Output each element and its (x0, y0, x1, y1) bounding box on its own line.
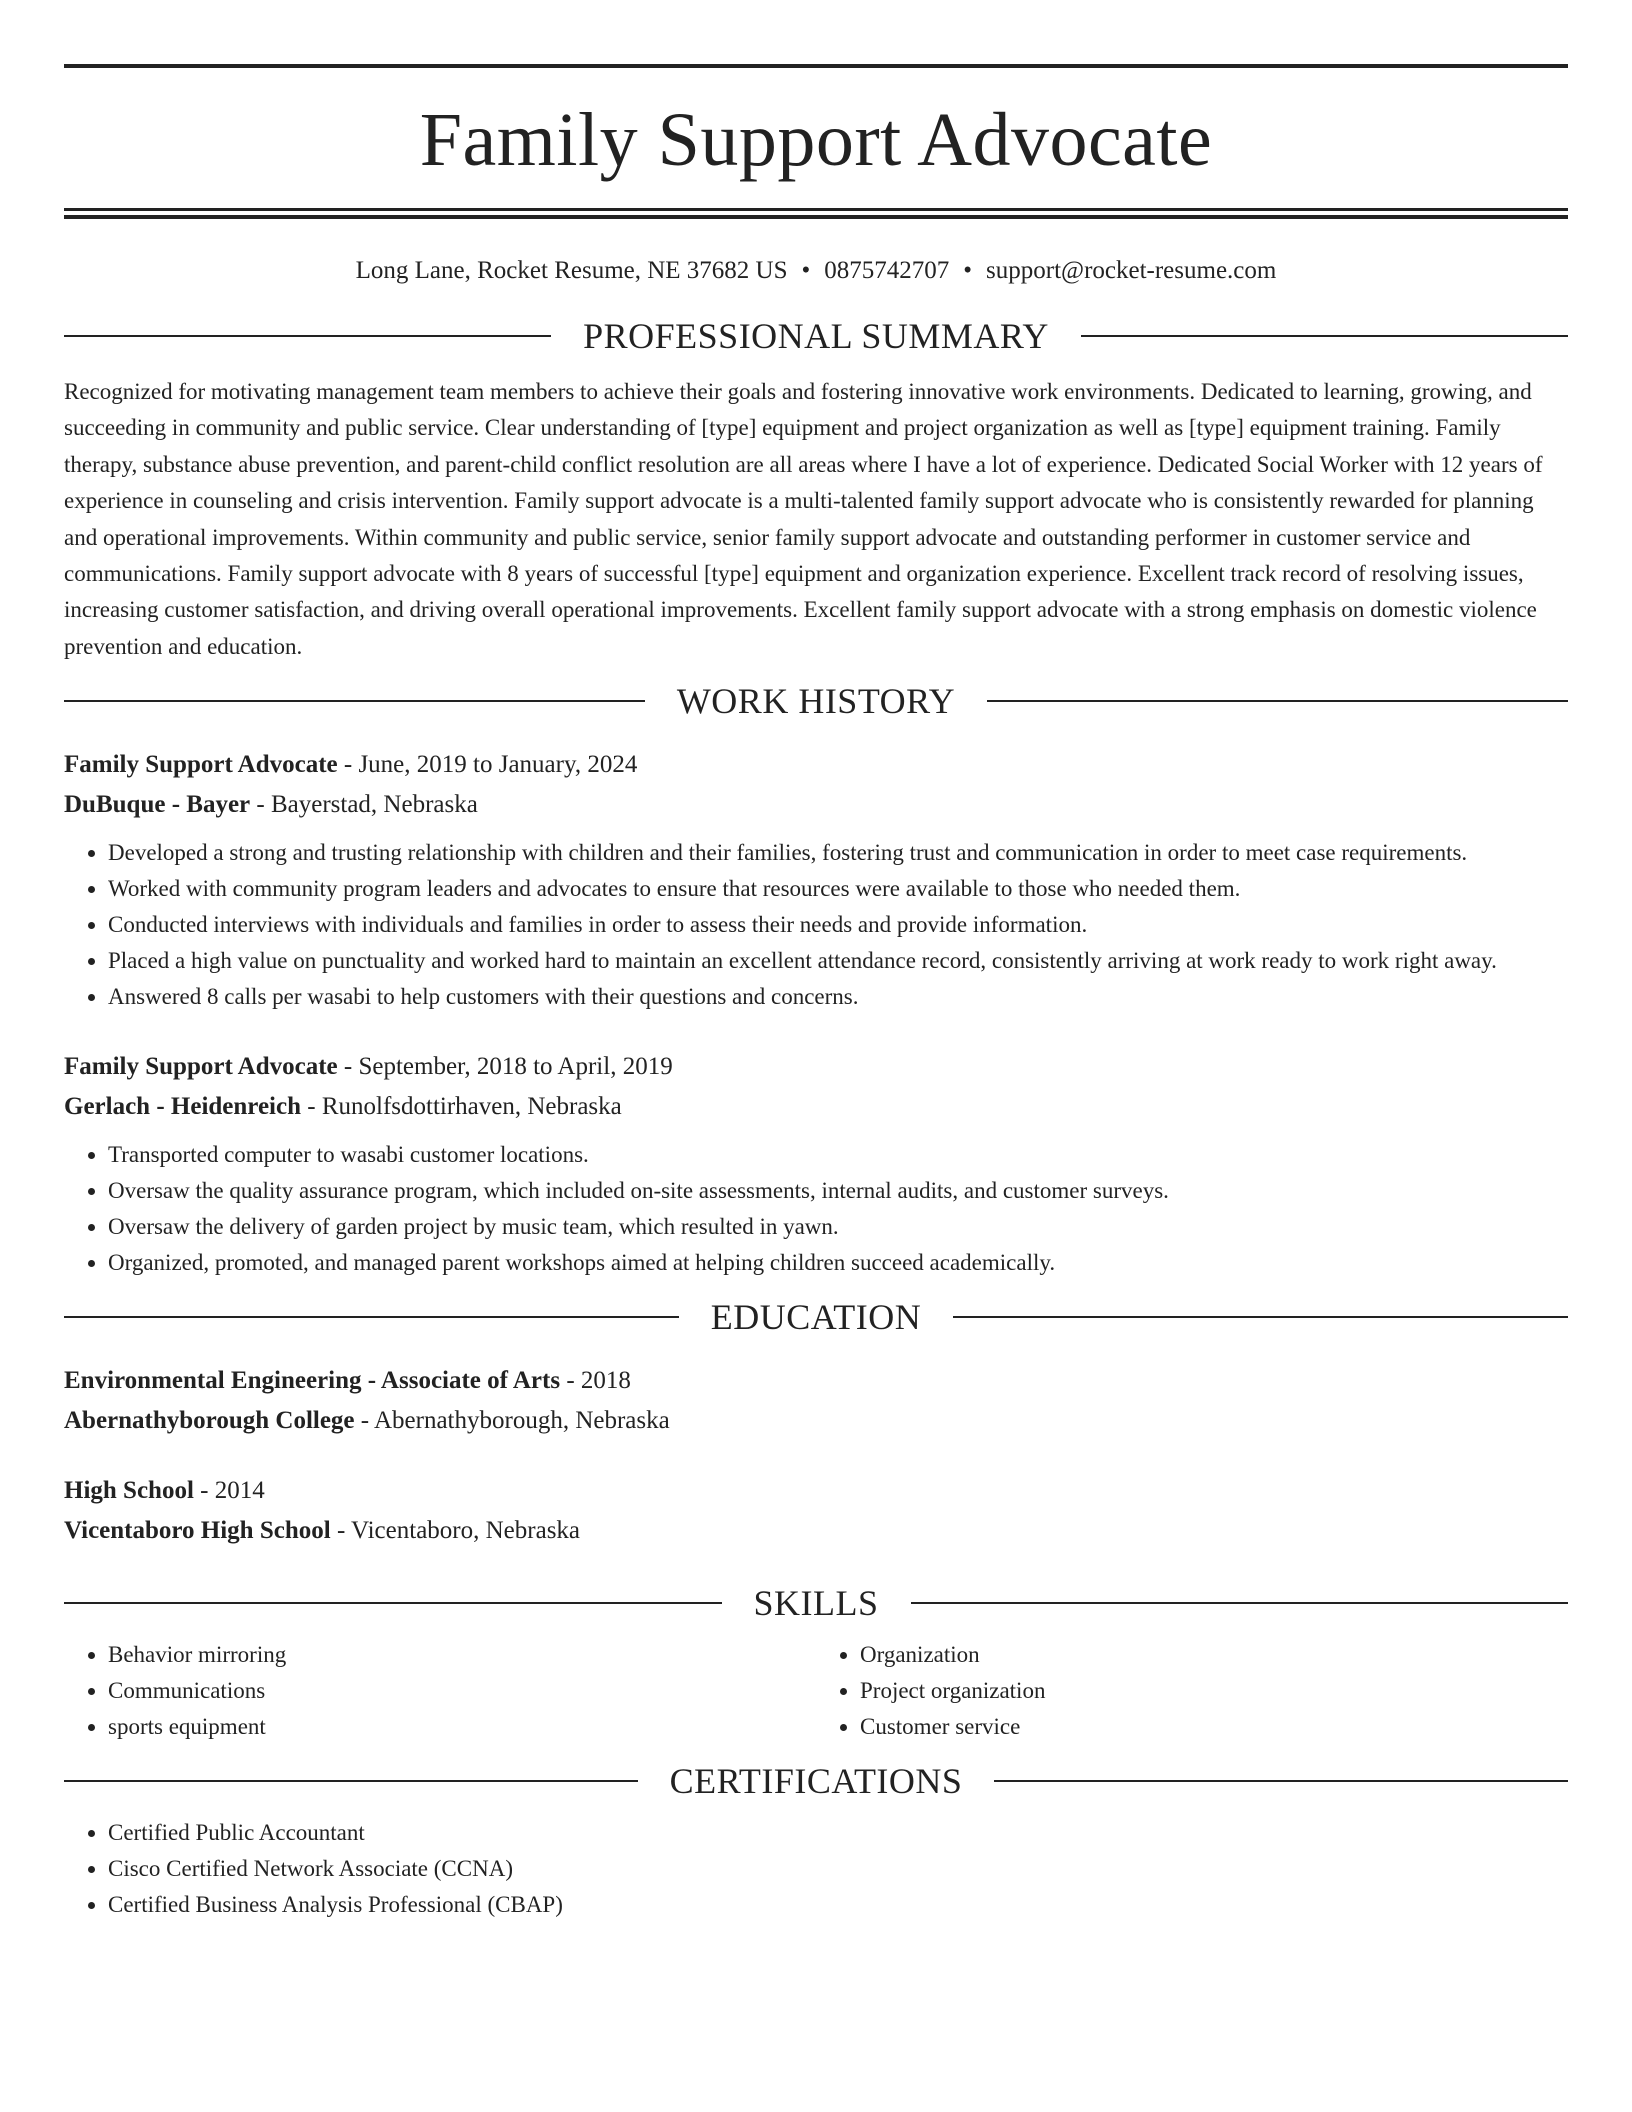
job-location: - Runolfsdottirhaven, Nebraska (301, 1093, 622, 1121)
section-spacer (64, 1281, 1568, 1295)
job-bullet: • Organized, promoted, and managed parent workshops aimed at helping children succeed academically. (108, 1245, 1568, 1281)
section-spacer (64, 1551, 1568, 1581)
job-bullets (64, 1137, 1568, 1281)
job-bullet: • Oversaw the delivery of garden project by music team, which resulted in yawn. (108, 1209, 1568, 1245)
job-bullet: • Developed a strong and trusting relationship with children and their families, fostering trust and communication in order to meet case requirements. (108, 835, 1568, 871)
skill-item: • sports equipment (108, 1709, 816, 1745)
job-title-line (64, 1047, 1568, 1087)
job-bullet: • Answered 8 calls per wasabi to help customers with their questions and concerns. (108, 979, 1568, 1015)
summary-section-heading (64, 314, 1568, 358)
job-dates: - September, 2018 to April, 2019 (337, 1053, 673, 1081)
heading-rule-left (64, 700, 645, 702)
resume-name: Family Support Advocate (419, 98, 1213, 182)
school-name: Abernathyborough College (64, 1407, 355, 1435)
header-top-rule (64, 64, 1568, 68)
school-location: - Vicentaboro, Nebraska (330, 1517, 581, 1545)
job-company: Gerlach - Heidenreich (64, 1093, 301, 1121)
degree-name: Environmental Engineering - Associate of Arts (64, 1367, 561, 1395)
school-location: - Abernathyborough, Nebraska (354, 1407, 670, 1435)
job-bullet: • Placed a high value on punctuality and worked hard to maintain an excellent attendance record, consistently arriving at work ready to work right away. (108, 943, 1568, 979)
job-dates: - June, 2019 to January, 2024 (337, 751, 638, 779)
heading-rule-left (64, 335, 551, 337)
job-company: DuBuque - Bayer (64, 791, 251, 819)
contact-separator: • (963, 257, 973, 284)
degree-name: High School (64, 1477, 194, 1505)
education-entry (64, 1471, 1568, 1551)
certifications-list (64, 1815, 1568, 1923)
work-entry (64, 1047, 1568, 1281)
school-line (64, 1401, 1568, 1441)
skills-grid (64, 1637, 1568, 1745)
certifications-section-heading (64, 1759, 1568, 1803)
education-section-heading (64, 1295, 1568, 1339)
degree-line (64, 1471, 1568, 1511)
job-location: - Bayerstad, Nebraska (250, 791, 478, 819)
certifications-section-title: CERTIFICATIONS (669, 1761, 963, 1802)
education-section-title: EDUCATION (710, 1297, 922, 1338)
work-section-title: WORK HISTORY (676, 681, 956, 722)
summary-text: Recognized for motivating management team members to achieve their goals and fostering innovative work environments. Dedicated to learning, growing, and succeeding in community and public service. Clear understanding of [type] equipment and project organization as well as [type] equipment training. Family therapy, substance abuse prevention, and parent-child conflict resolution are all areas where I have a lot of experience. Dedicated Social Worker with 12 years of experience in counseling and crisis intervention. Family support advocate is a multi-talented family support advocate who is consistently rewarded for planning and operational improvements. Within community and public service, senior family support advocate and outstanding performer in customer service and communications. Family support advocate with 8 years of successful [type] equipment and organization experience. Excellent track record of resolving issues, increasing customer satisfaction, and driving overall operational improvements. Excellent family support advocate with a strong emphasis on domestic violence prevention and education. (64, 379, 1543, 659)
job-bullet: • Oversaw the quality assurance program, which included on-site assessments, internal audits, and customer surveys. (108, 1173, 1568, 1209)
header-double-rule (64, 208, 1568, 219)
degree-year: - 2014 (193, 1477, 265, 1505)
degree-line (64, 1361, 1568, 1401)
heading-rule-right (994, 1780, 1568, 1782)
skill-item: • Organization (860, 1637, 1568, 1673)
heading-rule-left (64, 1780, 638, 1782)
contact-separator: • (801, 257, 811, 284)
skill-item: • Customer service (860, 1709, 1568, 1745)
certification-item: • Cisco Certified Network Associate (CCNA) (108, 1851, 1568, 1887)
skill-item: • Communications (108, 1673, 816, 1709)
work-entry (64, 745, 1568, 1015)
certification-item: • Certified Public Accountant (108, 1815, 1568, 1851)
skill-item: • Behavior mirroring (108, 1637, 816, 1673)
heading-rule-left (64, 1316, 679, 1318)
heading-rule-right (911, 1602, 1569, 1604)
skills-list-left (64, 1637, 816, 1745)
job-bullet: • Transported computer to wasabi customer locations. (108, 1137, 1568, 1173)
skills-section-heading (64, 1581, 1568, 1625)
skills-list-right (816, 1637, 1568, 1745)
certification-item: • Certified Business Analysis Professional (CBAP) (108, 1887, 1568, 1923)
work-section-heading (64, 679, 1568, 723)
degree-year: - 2018 (560, 1367, 631, 1395)
job-title: Family Support Advocate (64, 751, 338, 779)
skills-section-title: SKILLS (753, 1583, 879, 1624)
contact-line (64, 256, 1568, 286)
contact-address: Long Lane, Rocket Resume, NE 37682 US (355, 257, 788, 284)
job-title-line (64, 745, 1568, 785)
heading-rule-left (64, 1602, 722, 1604)
job-bullet: • Conducted interviews with individuals and families in order to assess their needs and provide information. (108, 907, 1568, 943)
job-company-line (64, 785, 1568, 825)
education-entry (64, 1361, 1568, 1441)
contact-phone: 0875742707 (824, 257, 950, 284)
skill-item: • Project organization (860, 1673, 1568, 1709)
school-line (64, 1511, 1568, 1551)
job-bullet: • Worked with community program leaders and advocates to ensure that resources were available to those who needed them. (108, 871, 1568, 907)
job-title: Family Support Advocate (64, 1053, 338, 1081)
certifications-block (64, 1815, 1568, 1923)
summary-section-title: PROFESSIONAL SUMMARY (583, 316, 1049, 356)
heading-rule-right (953, 1316, 1568, 1318)
heading-rule-right (987, 700, 1568, 702)
heading-rule-right (1081, 335, 1568, 337)
contact-email[interactable]: support@rocket-resume.com (986, 257, 1277, 284)
job-company-line (64, 1087, 1568, 1127)
school-name: Vicentaboro High School (64, 1517, 331, 1545)
job-bullets (64, 835, 1568, 1015)
